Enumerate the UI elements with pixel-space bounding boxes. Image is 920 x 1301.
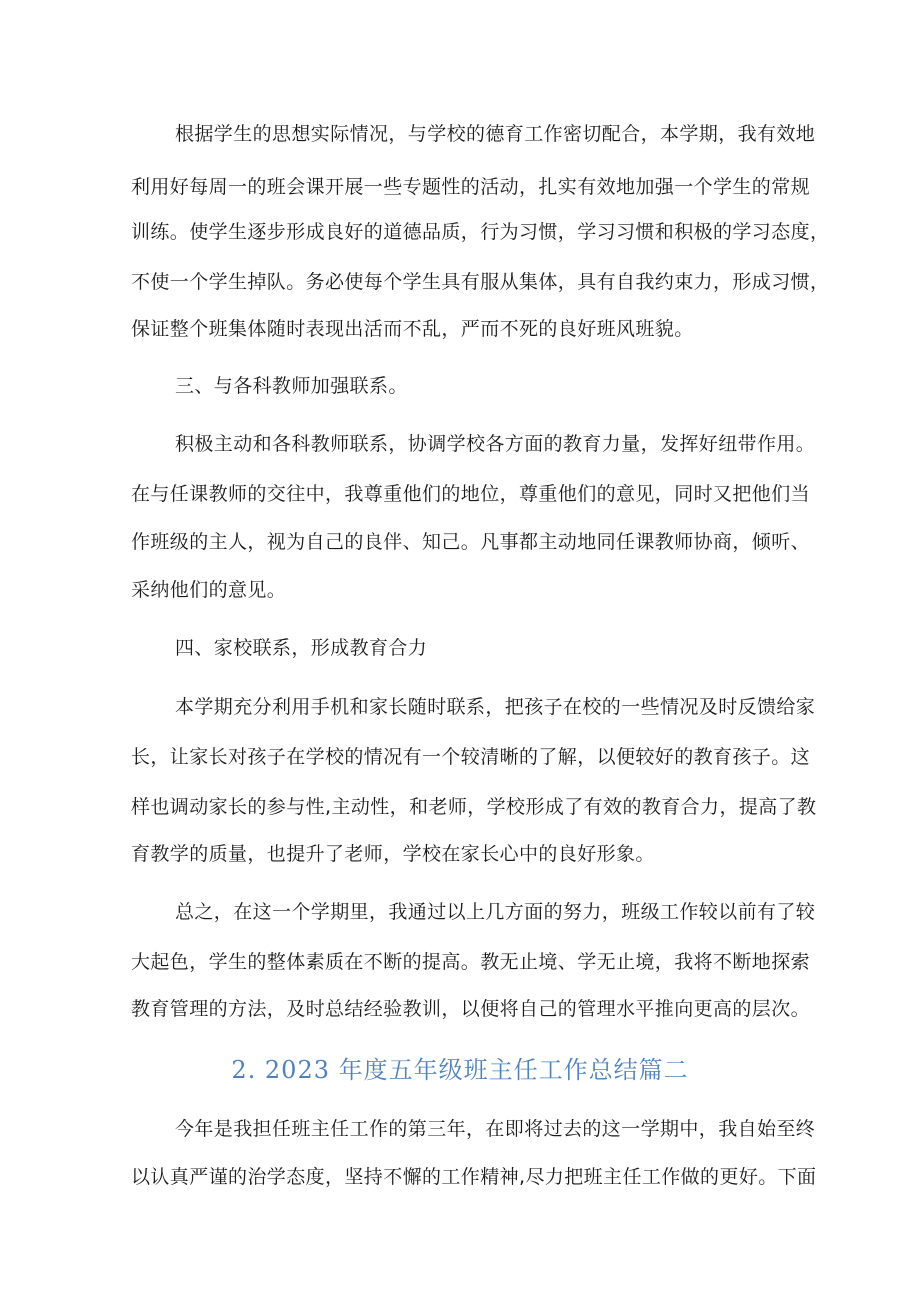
text-line: 总之，在这一个学期里，我通过以上几方面的努力，班级工作较以前有了较 xyxy=(175,901,816,923)
text-line: 不使一个学生掉队。务必使每个学生具有服从集体，具有自我约束力，形成习惯， xyxy=(131,271,830,293)
text-line: 根据学生的思想实际情况，与学校的德育工作密切配合，本学期，我有效地 xyxy=(175,123,816,145)
text-line: 保证整个班集体随时表现出活而不乱，严而不死的良好班风班貌。 xyxy=(131,318,694,340)
text-line: 教育管理的方法，及时总结经验教训，以便将自己的管理水平推向更高的层次。 xyxy=(131,998,811,1020)
section-subheading: 四、家校联系，形成教育合力 xyxy=(175,637,428,659)
text-line: 在与任课教师的交往中，我尊重他们的地位，尊重他们的意见，同时又把他们当 xyxy=(131,483,811,505)
text-line: 育教学的质量，也提升了老师，学校在家长心中的良好形象。 xyxy=(131,843,655,865)
text-line: 本学期充分利用手机和家长随时联系，把孩子在校的一些情况及时反馈给家 xyxy=(175,696,816,718)
section-heading: 2. 2023 年度五年级班主任工作总结篇二 xyxy=(231,1056,689,1084)
text-line: 采纳他们的意见。 xyxy=(131,579,287,601)
text-line: 样也调动家长的参与性,主动性，和老师，学校形成了有效的教育合力，提高了教 xyxy=(131,796,817,818)
text-line: 今年是我担任班主任工作的第三年，在即将过去的这一学期中，我自始至终 xyxy=(175,1118,816,1140)
text-line: 大起色，学生的整体素质在不断的提高。教无止境、学无止境，我将不断地探索 xyxy=(131,951,811,973)
text-line: 以认真严谨的治学态度，坚持不懈的工作精神,尽力把班主任工作做的更好。下面 xyxy=(131,1166,817,1188)
section-subheading: 三、与各科教师加强联系。 xyxy=(175,375,408,397)
text-line: 利用好每周一的班会课开展一些专题性的活动，扎实有效地加强一个学生的常规 xyxy=(131,176,811,198)
text-line: 长，让家长对孩子在学校的情况有一个较清晰的了解，以便较好的教育孩子。这 xyxy=(131,746,811,768)
text-line: 积极主动和各科教师联系，协调学校各方面的教育力量，发挥好纽带作用。 xyxy=(175,433,816,455)
text-line: 作班级的主人，视为自己的良伴、知己。凡事都主动地同任课教师协商，倾听、 xyxy=(131,531,811,553)
text-line: 训练。使学生逐步形成良好的道德品质，行为习惯，学习习惯和积极的学习态度， xyxy=(131,221,830,243)
